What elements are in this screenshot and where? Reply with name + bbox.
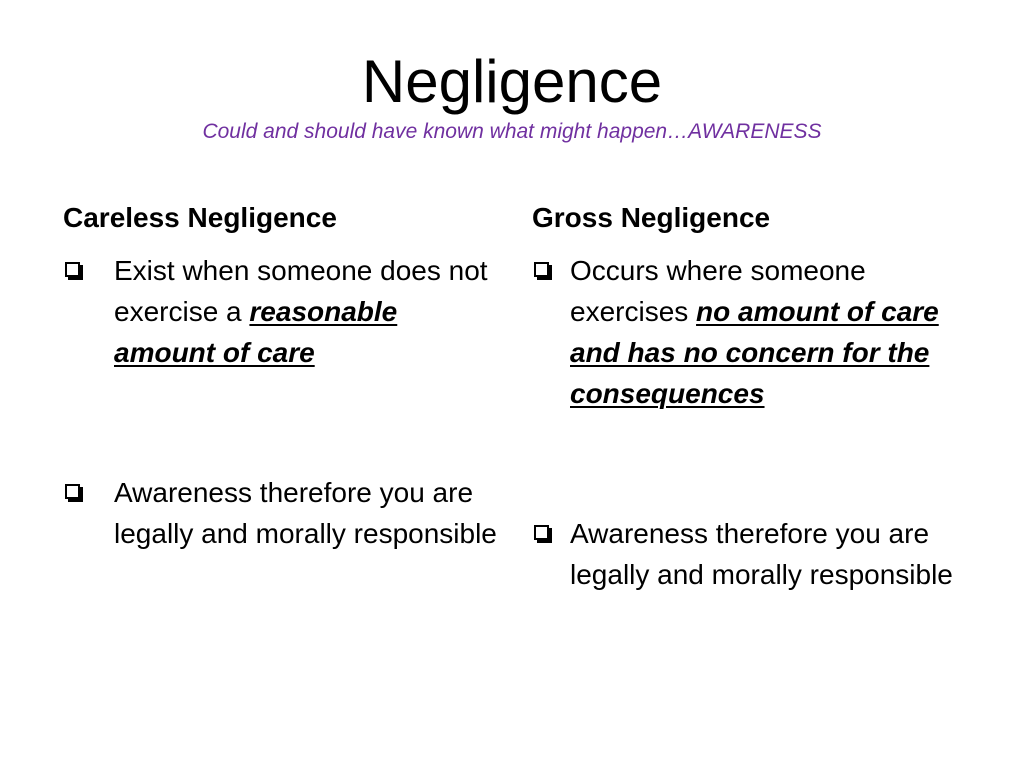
right-bullet-1-text: Occurs where someone exercises no amount of care and has no concern for the consequences [570,255,939,409]
right-bullet-2-text: Awareness therefore you are legally and morally responsible [570,518,953,590]
left-bullet-1-text: Exist when someone does not exercise a reasonable amount of care [114,255,488,368]
right-column-heading: Gross Negligence [532,202,771,233]
right-bullet-1-emphasis: no amount of care and has no concern for the consequences [570,296,939,409]
left-bullet-2-text: Awareness therefore you are legally and morally responsible [114,477,497,549]
left-bullet-2 [63,472,513,554]
slide-title: Negligence [361,48,663,115]
checkbox-square-icon [534,525,549,540]
left-bullet-1-emphasis: reasonable amount of care [114,296,398,368]
left-bullet-1 [63,250,503,373]
slide-subtitle: Could and should have known what might happen…AWARENESS [202,120,822,143]
checkbox-square-icon [534,262,549,277]
left-column-heading: Careless Negligence [63,202,337,233]
checkbox-square-icon [65,484,80,499]
right-bullet-2 [532,513,972,595]
checkbox-square-icon [65,262,80,277]
right-bullet-1 [532,250,957,414]
